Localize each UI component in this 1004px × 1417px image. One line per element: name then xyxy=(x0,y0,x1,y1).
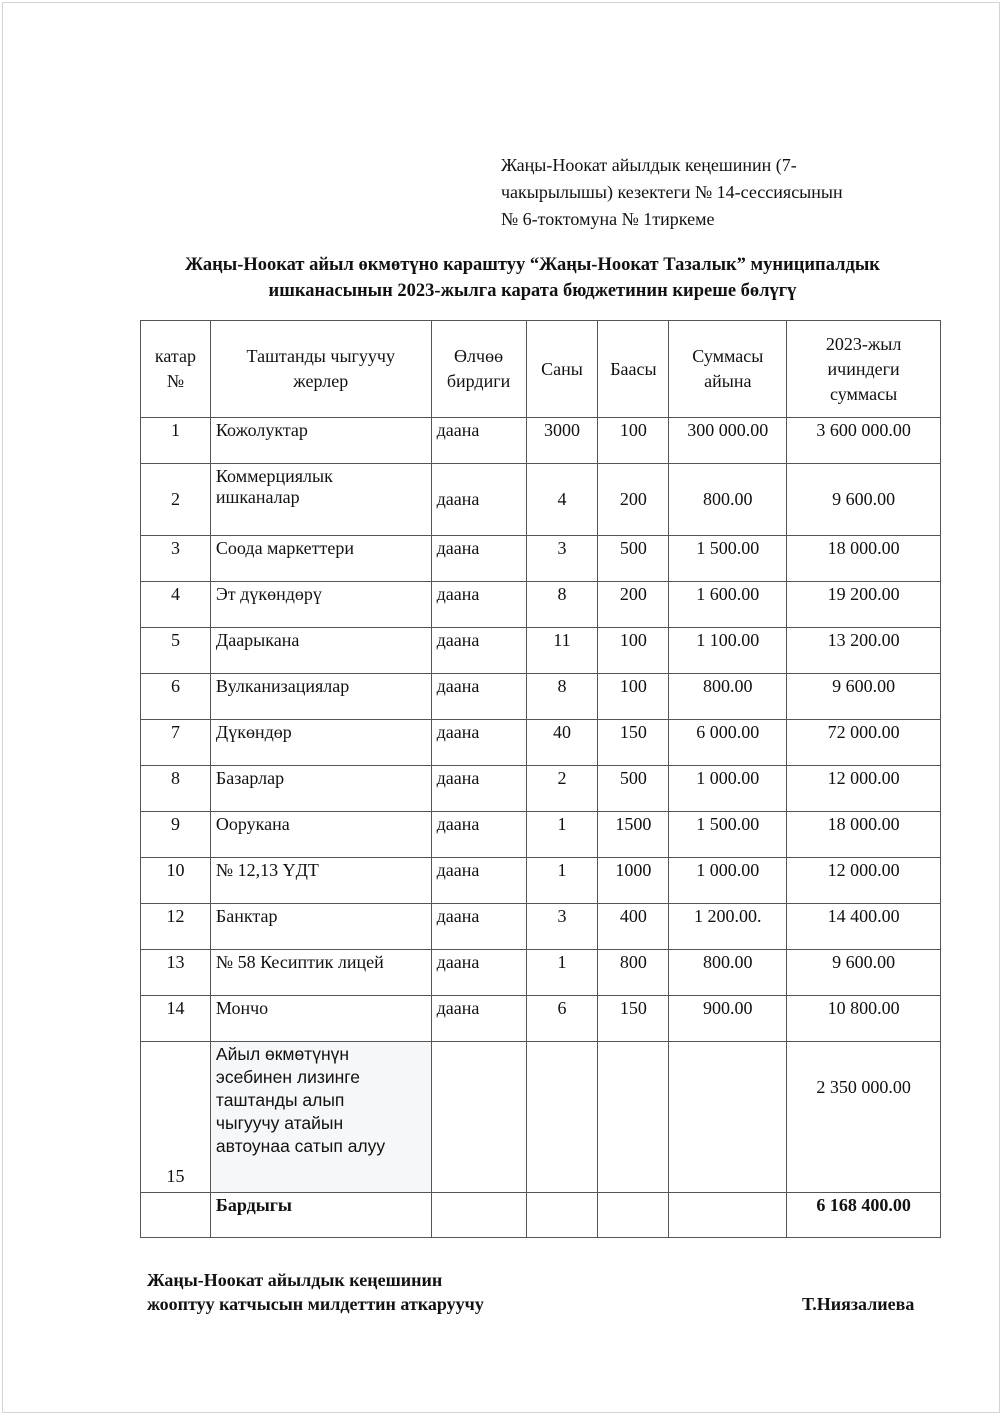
cell-unit: даана xyxy=(431,996,526,1042)
cell-price: 100 xyxy=(598,674,669,720)
cell-place: № 58 Кесиптик лицей xyxy=(210,950,431,996)
cell-monthly: 1 000.00 xyxy=(669,766,787,812)
cell-yearly: 72 000.00 xyxy=(787,720,941,766)
cell-unit: даана xyxy=(431,418,526,464)
signature-position xyxy=(147,1268,484,1316)
table-row xyxy=(141,812,941,858)
cell-unit: даана xyxy=(431,628,526,674)
cell-count: 3000 xyxy=(526,418,598,464)
cell-monthly: 300 000.00 xyxy=(669,418,787,464)
cell-yearly: 18 000.00 xyxy=(787,812,941,858)
cell-count: 11 xyxy=(526,628,598,674)
annex-note xyxy=(501,152,921,233)
cell-monthly: 1 000.00 xyxy=(669,858,787,904)
table-row xyxy=(141,950,941,996)
table-row xyxy=(141,1042,941,1193)
cell-price: 150 xyxy=(598,996,669,1042)
annex-line-1: Жаңы-Ноокат айылдык кеңешинин (7- xyxy=(501,155,797,175)
cell-unit: даана xyxy=(431,812,526,858)
cell-number: 4 xyxy=(141,582,211,628)
cell-yearly: 2 350 000.00 xyxy=(787,1042,941,1193)
table-row xyxy=(141,536,941,582)
cell-number: 8 xyxy=(141,766,211,812)
cell-monthly: 1 500.00 xyxy=(669,812,787,858)
cell-price: 1000 xyxy=(598,858,669,904)
cell-yearly: 9 600.00 xyxy=(787,464,941,536)
cell-yearly: 19 200.00 xyxy=(787,582,941,628)
cell-number: 9 xyxy=(141,812,211,858)
cell-monthly: 800.00 xyxy=(669,674,787,720)
cell-yearly: 18 000.00 xyxy=(787,536,941,582)
cell-unit: даана xyxy=(431,674,526,720)
cell-monthly: 6 000.00 xyxy=(669,720,787,766)
cell-yearly: 14 400.00 xyxy=(787,904,941,950)
header-monthly-sum: Суммасы айына xyxy=(669,321,787,418)
header-count: Саны xyxy=(526,321,598,418)
cell-unit: даана xyxy=(431,950,526,996)
cell-price: 1500 xyxy=(598,812,669,858)
cell-place: Дүкөндөр xyxy=(210,720,431,766)
cell-count: 6 xyxy=(526,996,598,1042)
cell-count: 8 xyxy=(526,674,598,720)
cell-price: 500 xyxy=(598,766,669,812)
cell-count: 3 xyxy=(526,904,598,950)
title-line-2: ишканасынын 2023-жылга карата бюджетинин киреше бөлүгү xyxy=(268,281,797,301)
cell-count: 40 xyxy=(526,720,598,766)
cell-count: 2 xyxy=(526,766,598,812)
signatory-name: Т.Ниязалиева xyxy=(802,1294,915,1314)
cell-yearly: 9 600.00 xyxy=(787,674,941,720)
cell-price xyxy=(598,1042,669,1193)
annex-line-3: № 6-токтомуна № 1тиркеме xyxy=(501,209,715,229)
cell-count: 8 xyxy=(526,582,598,628)
cell-number: 1 xyxy=(141,418,211,464)
cell-unit: даана xyxy=(431,766,526,812)
cell-count: 1 xyxy=(526,812,598,858)
cell-unit: даана xyxy=(431,582,526,628)
cell-price: 500 xyxy=(598,536,669,582)
cell-yearly: 10 800.00 xyxy=(787,996,941,1042)
cell-number: 12 xyxy=(141,904,211,950)
cell-unit xyxy=(431,1042,526,1193)
cell-place: Вулканизациялар xyxy=(210,674,431,720)
cell-number: 15 xyxy=(141,1042,211,1193)
cell-monthly: 800.00 xyxy=(669,950,787,996)
cell-place: Мончо xyxy=(210,996,431,1042)
cell-monthly: 900.00 xyxy=(669,996,787,1042)
cell-number xyxy=(141,1193,211,1238)
cell-number: 13 xyxy=(141,950,211,996)
cell-monthly: 1 200.00. xyxy=(669,904,787,950)
cell-monthly: 1 500.00 xyxy=(669,536,787,582)
cell-monthly: 1 600.00 xyxy=(669,582,787,628)
cell-count xyxy=(526,1042,598,1193)
cell-place: Оорукана xyxy=(210,812,431,858)
cell-unit xyxy=(431,1193,526,1238)
cell-place: Коммерциялык ишканалар xyxy=(210,464,431,536)
cell-number: 10 xyxy=(141,858,211,904)
total-label: Бардыгы xyxy=(210,1193,431,1238)
total-yearly: 6 168 400.00 xyxy=(787,1193,941,1238)
cell-price: 150 xyxy=(598,720,669,766)
cell-unit: даана xyxy=(431,536,526,582)
cell-monthly: 800.00 xyxy=(669,464,787,536)
cell-price: 400 xyxy=(598,904,669,950)
table-header-row xyxy=(141,321,941,418)
cell-yearly: 12 000.00 xyxy=(787,858,941,904)
signature-line-2: жооптуу катчысын милдеттин аткаруучу xyxy=(147,1294,484,1314)
cell-place: Кожолуктар xyxy=(210,418,431,464)
table-row xyxy=(141,582,941,628)
header-price: Баасы xyxy=(598,321,669,418)
cell-number: 5 xyxy=(141,628,211,674)
cell-place: № 12,13 ҮДТ xyxy=(210,858,431,904)
cell-number: 14 xyxy=(141,996,211,1042)
cell-price: 800 xyxy=(598,950,669,996)
table-row xyxy=(141,674,941,720)
cell-count: 3 xyxy=(526,536,598,582)
cell-yearly: 13 200.00 xyxy=(787,628,941,674)
title-line-1: Жаңы-Ноокат айыл өкмөтүно караштуу “Жаңы-Ноокат Тазалык” муниципалдык xyxy=(185,255,880,275)
cell-yearly: 12 000.00 xyxy=(787,766,941,812)
cell-monthly xyxy=(669,1042,787,1193)
cell-unit: даана xyxy=(431,904,526,950)
table-total-row xyxy=(141,1193,941,1238)
cell-unit: даана xyxy=(431,464,526,536)
cell-place: Базарлар xyxy=(210,766,431,812)
cell-price: 200 xyxy=(598,464,669,536)
cell-yearly: 9 600.00 xyxy=(787,950,941,996)
cell-count xyxy=(526,1193,598,1238)
header-unit: Өлчөө бирдиги xyxy=(431,321,526,418)
table-row xyxy=(141,858,941,904)
cell-count: 4 xyxy=(526,464,598,536)
budget-table xyxy=(140,320,941,1238)
cell-place: Айыл өкмөтүнүн эсебинен лизинге таштанды алып чыгуучу атайын автоунаа сатып алуу xyxy=(210,1042,431,1193)
table-row xyxy=(141,418,941,464)
table-row xyxy=(141,904,941,950)
cell-monthly: 1 100.00 xyxy=(669,628,787,674)
annex-line-2: чакырылышы) кезектеги № 14-сессиясынын xyxy=(501,182,843,202)
cell-price: 200 xyxy=(598,582,669,628)
cell-yearly: 3 600 000.00 xyxy=(787,418,941,464)
cell-place: Банктар xyxy=(210,904,431,950)
header-row-number: катар № xyxy=(141,321,211,418)
cell-number: 6 xyxy=(141,674,211,720)
cell-count: 1 xyxy=(526,950,598,996)
cell-number: 3 xyxy=(141,536,211,582)
table-row xyxy=(141,996,941,1042)
table-row xyxy=(141,464,941,536)
cell-unit: даана xyxy=(431,720,526,766)
cell-price: 100 xyxy=(598,418,669,464)
cell-price: 100 xyxy=(598,628,669,674)
table-row xyxy=(141,766,941,812)
cell-place: Даарыкана xyxy=(210,628,431,674)
cell-price xyxy=(598,1193,669,1238)
cell-number: 7 xyxy=(141,720,211,766)
table-row xyxy=(141,720,941,766)
document-title xyxy=(140,252,925,304)
cell-number: 2 xyxy=(141,464,211,536)
table-row xyxy=(141,628,941,674)
cell-place: Эт дүкөндөрү xyxy=(210,582,431,628)
signature-line-1: Жаңы-Ноокат айылдык кеңешинин xyxy=(147,1270,443,1290)
header-place: Таштанды чыгуучу жерлер xyxy=(210,321,431,418)
cell-unit: даана xyxy=(431,858,526,904)
cell-place: Соода маркеттери xyxy=(210,536,431,582)
header-yearly-sum: 2023-жыл ичиндеги суммасы xyxy=(787,321,941,418)
cell-count: 1 xyxy=(526,858,598,904)
cell-monthly xyxy=(669,1193,787,1238)
